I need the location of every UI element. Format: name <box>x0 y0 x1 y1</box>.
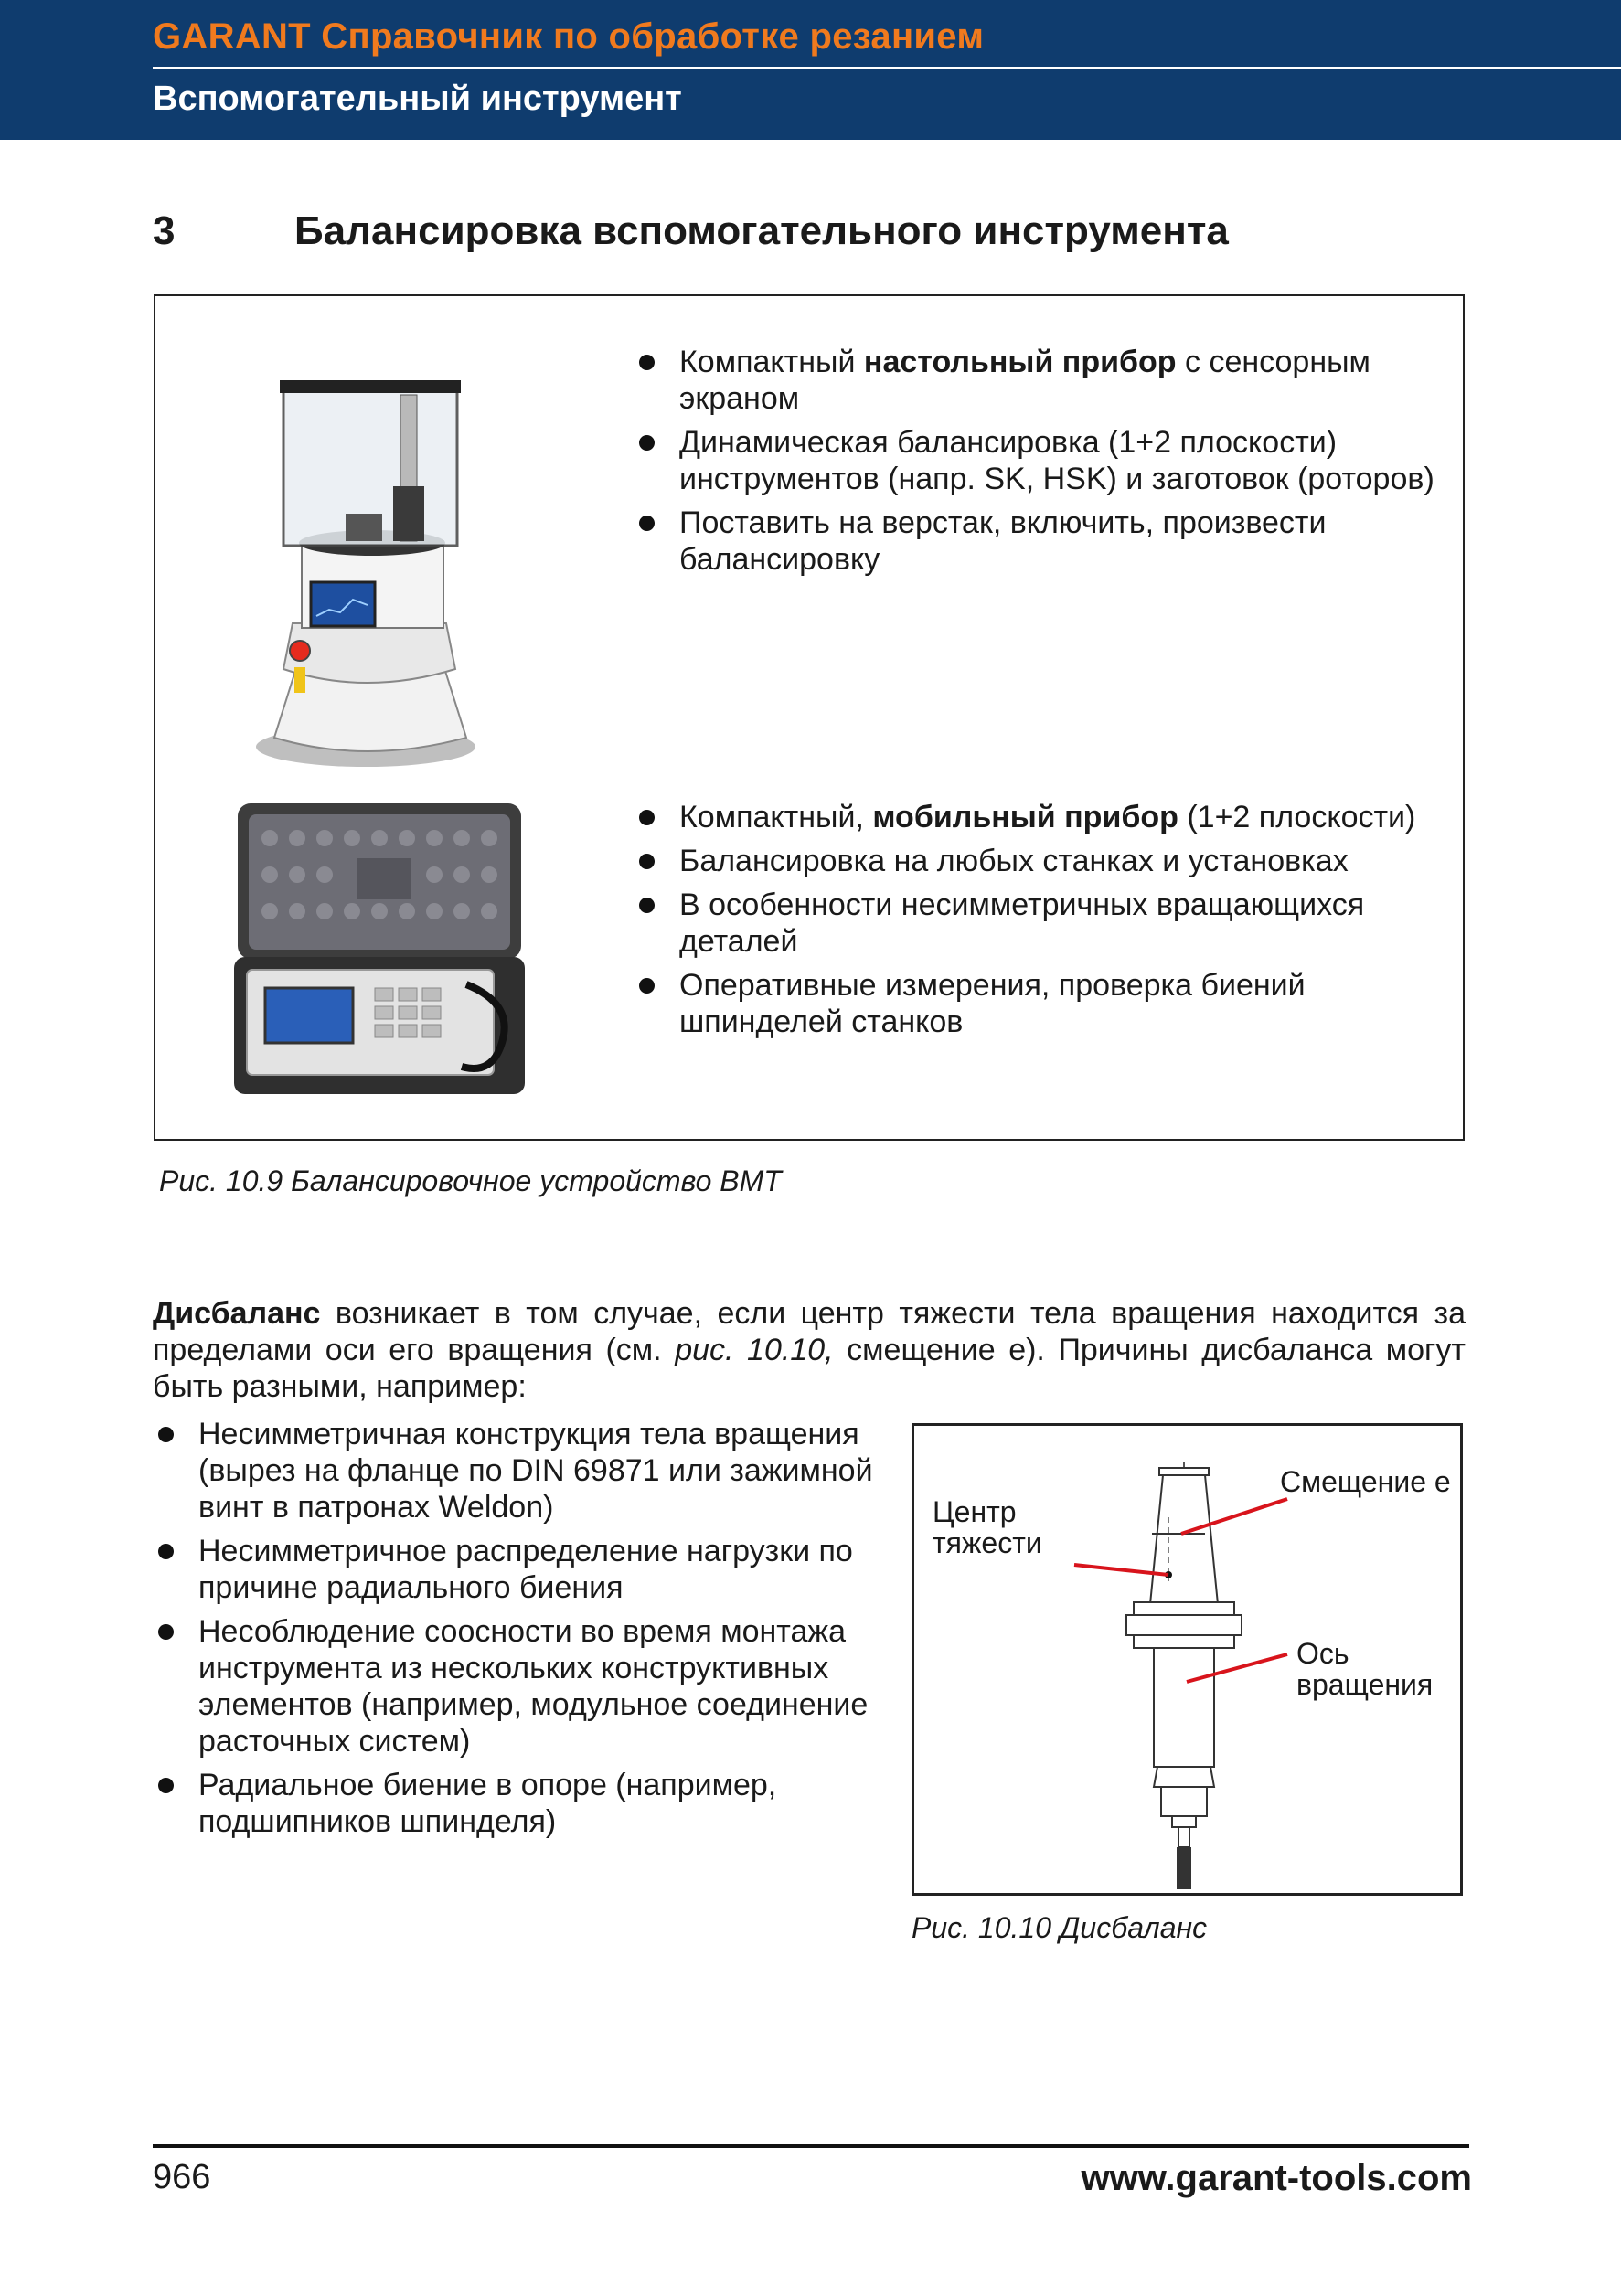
device2-features <box>634 799 1456 1047</box>
paragraph-text: смещение е). Причины дисбаланса могут быть разными, например: <box>153 1333 1466 1404</box>
bullet-emphasis: мобильный прибор <box>872 800 1178 834</box>
figure-reference: рис. 10.10, <box>675 1333 834 1367</box>
bullet-text: Компактный <box>679 345 864 379</box>
figure-10-10-caption: Рис. 10.10 Дисбаланс <box>912 1911 1208 1944</box>
bullet-text: Оперативные измерения, проверка биений шпинделей станков <box>679 968 1306 1039</box>
list-item <box>634 505 1438 578</box>
bullet-text: Поставить на верстак, включить, произвести балансировку <box>679 505 1327 577</box>
bullet-text: Несоблюдение соосности во время монтажа инструмента из нескольких конструктивных элементов (например, модульное соединение расточных систем) <box>198 1614 869 1759</box>
list-item <box>153 1533 875 1606</box>
bullet-text: (1+2 плоскости) <box>1178 800 1416 834</box>
figure-10-10-box <box>912 1423 1463 1896</box>
bullet-icon <box>639 435 655 451</box>
bullet-text: Несимметричная конструкция тела вращения (вырез на фланце по DIN 69871 или зажимной винт в патронах Weldon) <box>198 1417 873 1525</box>
list-item <box>153 1613 875 1759</box>
header-subtitle: Вспомогательный инструмент <box>153 80 682 118</box>
bullet-icon <box>639 854 655 869</box>
label-offset: Смещение е <box>1280 1465 1451 1498</box>
bullet-text: Динамическая балансировка (1+2 плоскости) инструментов (напр. SK, HSK) и заготовок (роторов) <box>679 425 1434 496</box>
footer-divider <box>153 2144 1469 2148</box>
label-rotation-axis: Ось вращения <box>1296 1637 1434 1701</box>
list-item <box>634 967 1456 1040</box>
bullet-emphasis: настольный прибор <box>863 345 1177 379</box>
bullet-icon <box>158 1624 174 1640</box>
imbalance-paragraph <box>153 1295 1466 1405</box>
bullet-icon <box>158 1778 174 1793</box>
bullet-text: с сенсорным экраном <box>679 345 1370 416</box>
device1-features <box>634 344 1438 585</box>
list-item <box>634 424 1438 497</box>
website-link[interactable]: www.garant-tools.com <box>1081 2158 1472 2198</box>
list-item <box>634 799 1456 835</box>
term-imbalance: Дисбаланс <box>153 1296 321 1331</box>
header-title: GARANT Справочник по обработке резанием <box>153 16 985 57</box>
paragraph-text: возникает в том случае, если центр тяжести тела вращения находится за пределами оси его вращения (см. <box>153 1296 1466 1367</box>
bullet-icon <box>158 1544 174 1559</box>
header-divider <box>153 67 1621 69</box>
bullet-icon <box>639 898 655 913</box>
page-number: 966 <box>153 2158 211 2196</box>
bullet-text: Компактный, <box>679 800 873 834</box>
bullet-icon <box>639 810 655 825</box>
label-center-of-gravity: Центр тяжести <box>933 1495 1042 1559</box>
list-item <box>153 1416 875 1525</box>
figure-10-9-box <box>154 294 1465 1141</box>
section-title: Балансировка вспомогательного инструмента <box>294 208 1229 253</box>
bullet-icon <box>158 1427 174 1442</box>
bullet-icon <box>639 355 655 370</box>
figure-10-9-caption: Рис. 10.9 Балансировочное устройство BMT <box>159 1164 782 1197</box>
bullet-text: В особенности несимметричных вращающихся деталей <box>679 888 1365 959</box>
mobile-balancer-case-image <box>229 802 530 1103</box>
list-item <box>634 344 1438 417</box>
list-item <box>634 887 1456 960</box>
imbalance-causes-list <box>153 1416 875 1847</box>
list-item <box>153 1767 875 1840</box>
bullet-text: Несимметричное распределение нагрузки по причине радиального биения <box>198 1534 853 1605</box>
bullet-text: Балансировка на любых станках и установках <box>679 844 1349 878</box>
bullet-icon <box>639 516 655 531</box>
bullet-icon <box>639 978 655 994</box>
section-number: 3 <box>153 208 176 253</box>
list-item <box>634 843 1456 879</box>
benchtop-balancer-image <box>247 377 485 779</box>
bullet-text: Радиальное биение в опоре (например, подшипников шпинделя) <box>198 1768 777 1839</box>
